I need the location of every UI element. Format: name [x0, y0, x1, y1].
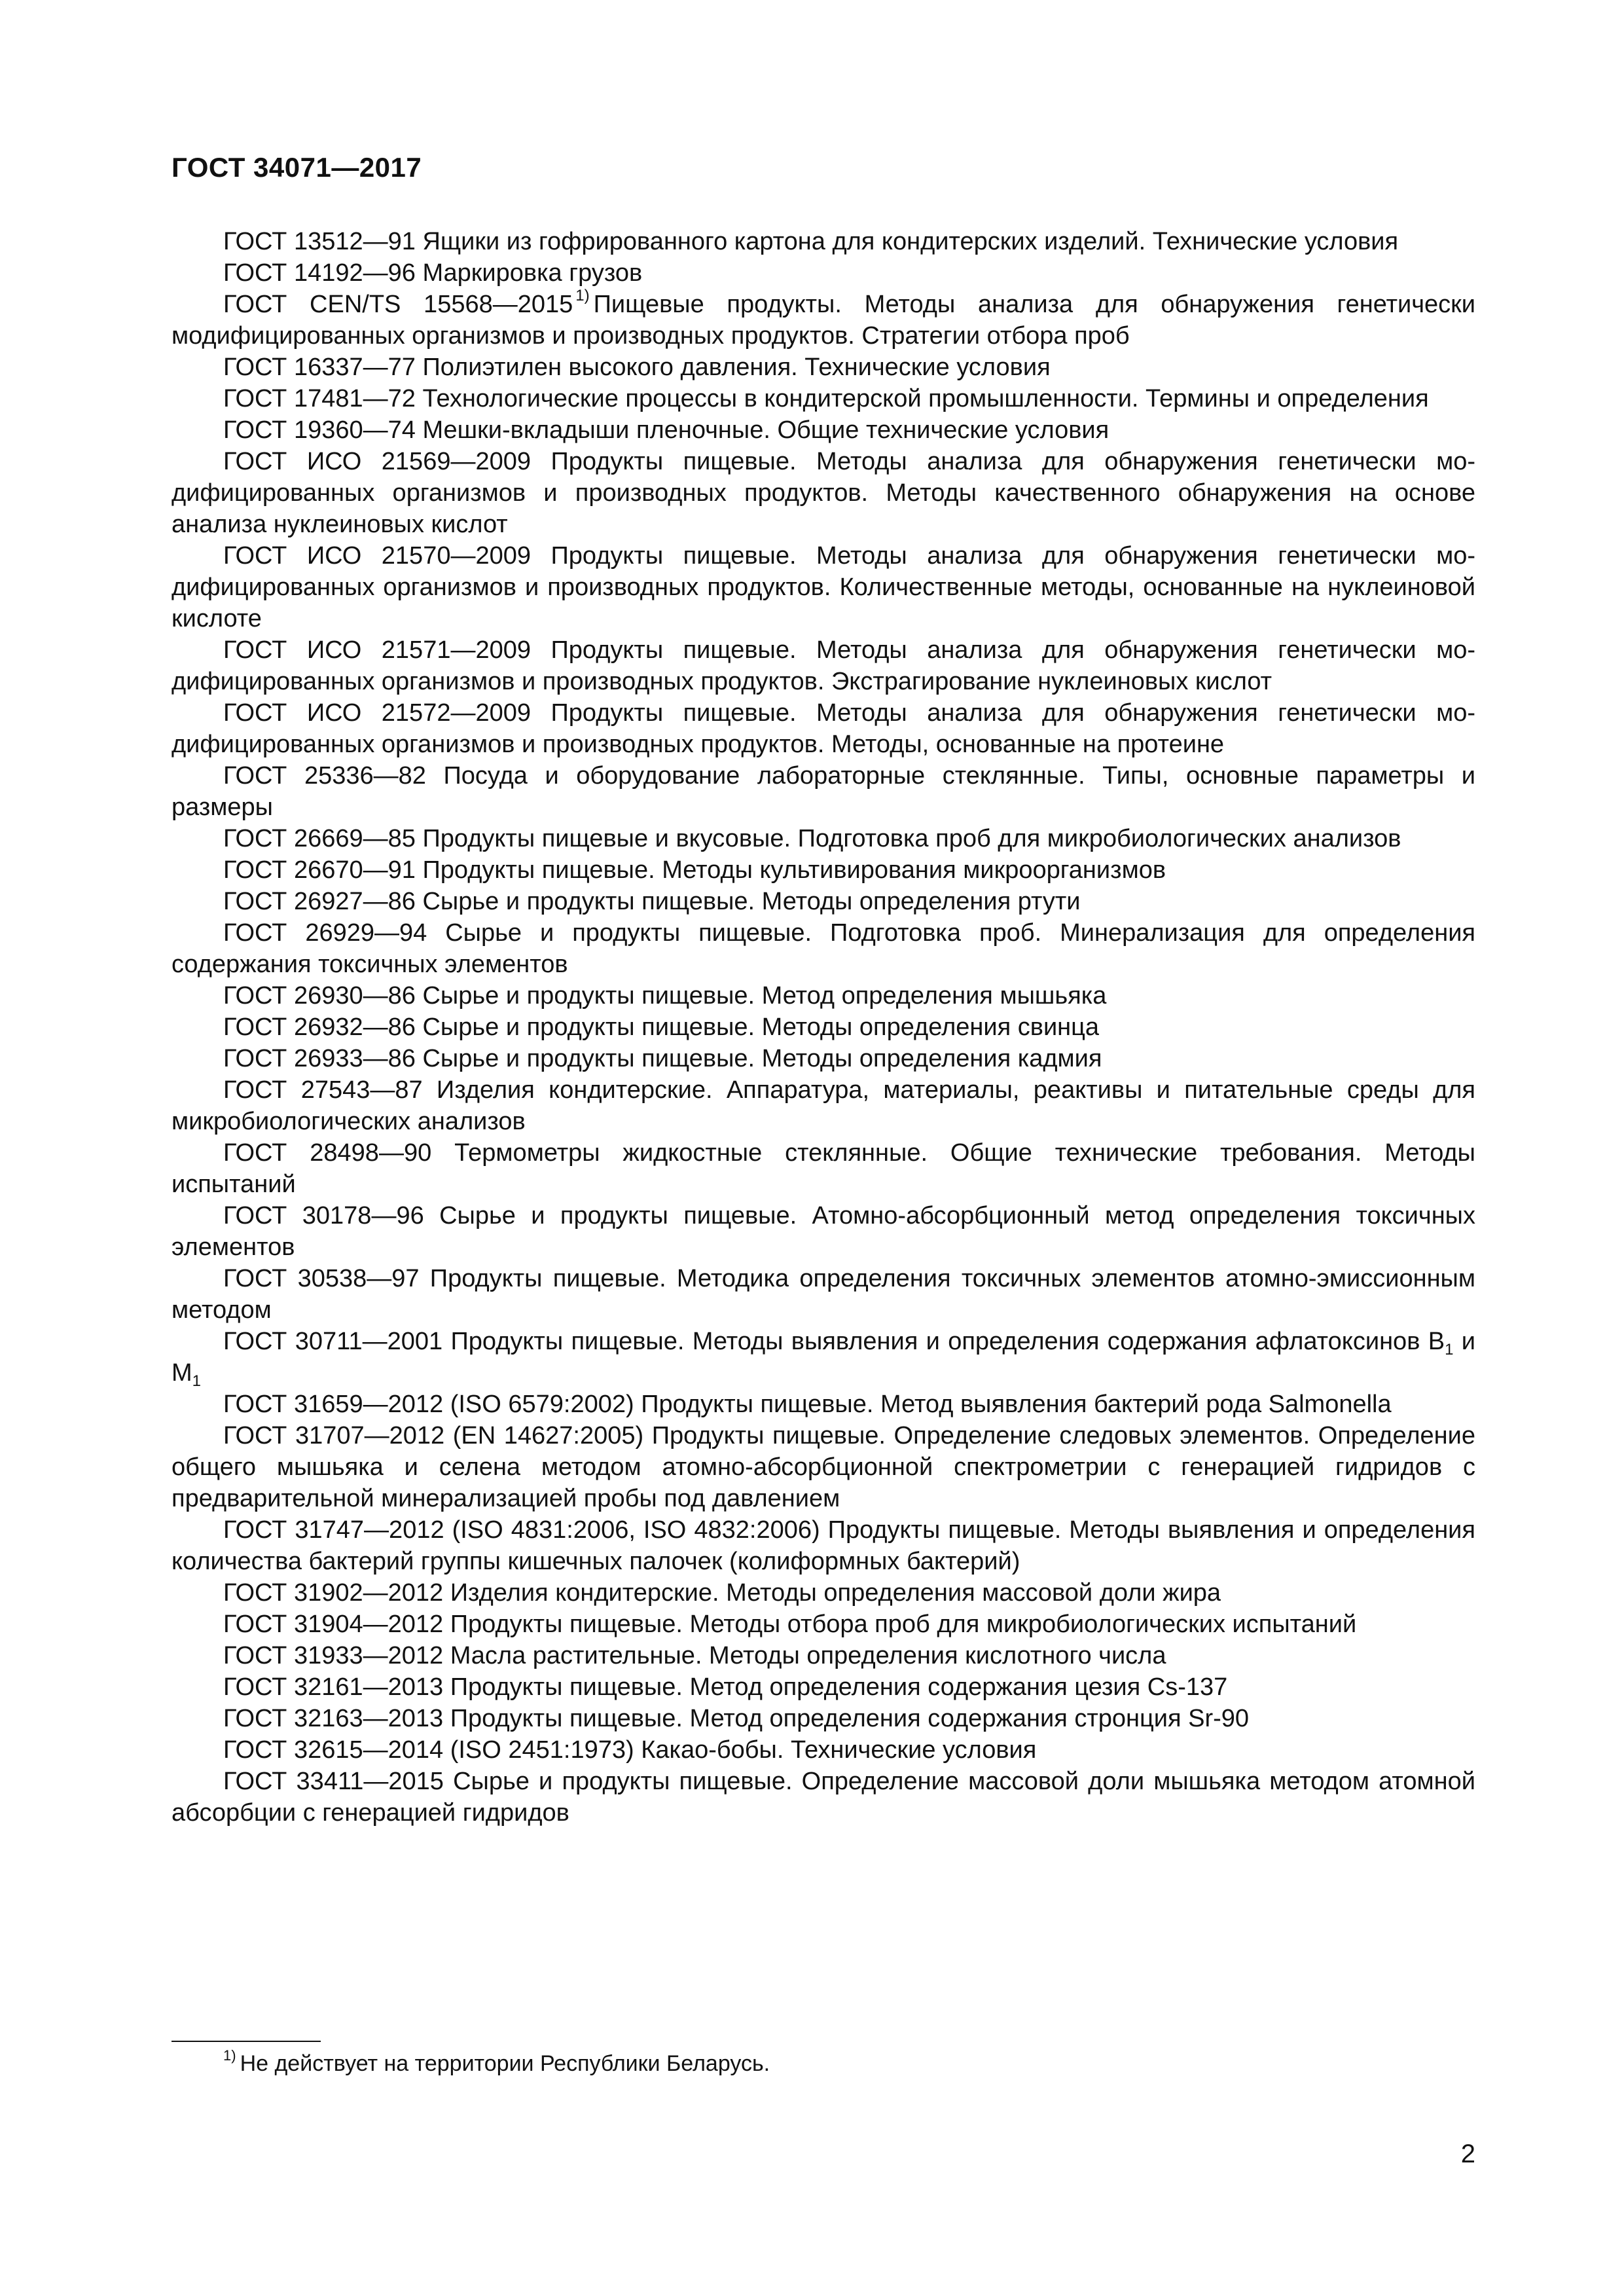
reference-item: ГОСТ 26929—94 Сырье и продукты пищевые. Подготовка проб. Минерализация для определения содержания токсичных элементов: [171, 919, 1475, 978]
reference-item: ГОСТ 30178—96 Сырье и продукты пищевые. Атомно-абсорбционный метод определения токсичных элементов: [171, 1202, 1475, 1261]
document-header: ГОСТ 34071—2017: [171, 152, 422, 183]
reference-item: ГОСТ 25336—82 Посуда и оборудование лабораторные стеклянные. Типы, основные параметры и размеры: [171, 762, 1475, 821]
reference-item: ГОСТ ИСО 21570—2009 Продукты пищевые. Методы анализа для обнаружения генетически модифицированных организмов и производных продуктов. Количественные методы, основанные на нуклеиновой кислоте: [171, 542, 1475, 632]
reference-item: ГОСТ 26670—91 Продукты пищевые. Методы культивирования микроорганизмов: [223, 856, 1166, 884]
reference-item: ГОСТ 26927—86 Сырье и продукты пищевые. Методы определения ртути: [223, 888, 1081, 915]
reference-item: ГОСТ 28498—90 Термометры жидкостные стеклянные. Общие технические требования. Методы испытаний: [171, 1139, 1475, 1198]
reference-item: [171, 289, 1475, 352]
footnote-text: Не действует на территории Республики Беларусь.: [240, 2051, 770, 2076]
reference-item: [171, 1326, 1475, 1389]
subscript: 1: [1445, 1341, 1454, 1358]
reference-item: ГОСТ 30538—97 Продукты пищевые. Методика определения токсичных элементов атомно-эмиссионным методом: [171, 1265, 1475, 1324]
reference-item: ГОСТ 26932—86 Сырье и продукты пищевые. Методы определения свинца: [223, 1013, 1100, 1041]
reference-item: ГОСТ 33411—2015 Сырье и продукты пищевые. Определение массовой доли мышьяка методом атомной абсорбции с генерацией гидридов: [171, 1768, 1475, 1827]
footnote: [223, 2049, 770, 2078]
reference-title: Пищевые продукты. Методы анализа для обнаружения генетически модифицированных организмов и производных продуктов. Стратегии отбора проб: [171, 291, 1475, 350]
reference-item: ГОСТ 31904—2012 Продукты пищевые. Методы отбора проб для микробиологических испытаний: [223, 1611, 1357, 1638]
reference-item: ГОСТ 31933—2012 Масла растительные. Методы определения кислотного числа: [223, 1642, 1166, 1669]
reference-item: ГОСТ 26669—85 Продукты пищевые и вкусовые. Подготовка проб для микробиологических анализов: [223, 825, 1401, 852]
reference-item: ГОСТ 31747—2012 (ISO 4831:2006, ISO 4832:2006) Продукты пищевые. Методы выявления и определения количества бактерий группы кишечных палочек (колиформных бактерий): [171, 1516, 1475, 1575]
reference-item: ГОСТ 32161—2013 Продукты пищевые. Метод определения содержания цезия Cs-137: [223, 1673, 1228, 1701]
footnote-divider: [171, 2041, 321, 2042]
subscript: 1: [192, 1372, 202, 1390]
footnote-marker: 1): [575, 287, 590, 304]
reference-item: ГОСТ 32163—2013 Продукты пищевые. Метод определения содержания стронция Sr-90: [223, 1705, 1250, 1732]
reference-item: ГОСТ ИСО 21571—2009 Продукты пищевые. Методы анализа для обнаружения генетически модифицированных организмов и производных продуктов. Экстрагирование нуклеиновых кислот: [171, 636, 1475, 695]
reference-item: ГОСТ 32615—2014 (ISO 2451:1973) Какао-бобы. Технические условия: [223, 1736, 1037, 1764]
reference-item: ГОСТ 31902—2012 Изделия кондитерские. Методы определения массовой доли жира: [223, 1579, 1221, 1607]
reference-item: ГОСТ 26930—86 Сырье и продукты пищевые. Метод определения мышьяка: [223, 982, 1107, 1010]
footnote-mark: 1): [223, 2047, 236, 2064]
reference-item: ГОСТ 16337—77 Полиэтилен высокого давления. Технические условия: [223, 354, 1051, 381]
reference-item: ГОСТ ИСО 21569—2009 Продукты пищевые. Методы анализа для обнаружения генетически модифицированных организмов и производных продуктов. Методы качественного обнаружения на основе анализа нуклеиновых кислот: [171, 448, 1475, 538]
reference-item: ГОСТ 31707—2012 (EN 14627:2005) Продукты пищевые. Определение следовых элементов. Определение общего мышьяка и селена методом атомно-абсорбционной спектрометрии с генерацией гидридов с предварительной минерализацией пробы под давлением: [171, 1422, 1475, 1512]
reference-item: ГОСТ 19360—74 Мешки-вкладыши пленочные. Общие технические условия: [223, 416, 1110, 444]
reference-item: ГОСТ 13512—91 Ящики из гофрированного картона для кондитерских изделий. Технические условия: [223, 228, 1399, 255]
reference-text: ГОСТ 30711—2001 Продукты пищевые. Методы выявления и определения содержания афлатоксинов B: [223, 1328, 1445, 1355]
reference-item: ГОСТ ИСО 21572—2009 Продукты пищевые. Методы анализа для обнаружения генетически модифицированных организмов и производных продуктов. Методы, основанные на протеине: [171, 699, 1475, 758]
reference-code: ГОСТ CEN/TS 15568—2015: [223, 291, 573, 318]
page-number: 2: [1460, 2140, 1475, 2168]
reference-item: ГОСТ 17481—72 Технологические процессы в кондитерской промышленности. Термины и определения: [223, 385, 1429, 412]
reference-item: ГОСТ 26933—86 Сырье и продукты пищевые. Методы определения кадмия: [223, 1045, 1102, 1072]
reference-text: и M: [171, 1328, 1475, 1387]
reference-item: ГОСТ 27543—87 Изделия кондитерские. Аппаратура, материалы, реактивы и питательные среды для микробиологических анализов: [171, 1076, 1475, 1135]
reference-item: ГОСТ 31659—2012 (ISO 6579:2002) Продукты пищевые. Метод выявления бактерий рода Salmonella: [223, 1391, 1392, 1418]
normative-references-list: [171, 226, 1475, 1829]
reference-item: ГОСТ 14192—96 Маркировка грузов: [223, 259, 643, 287]
